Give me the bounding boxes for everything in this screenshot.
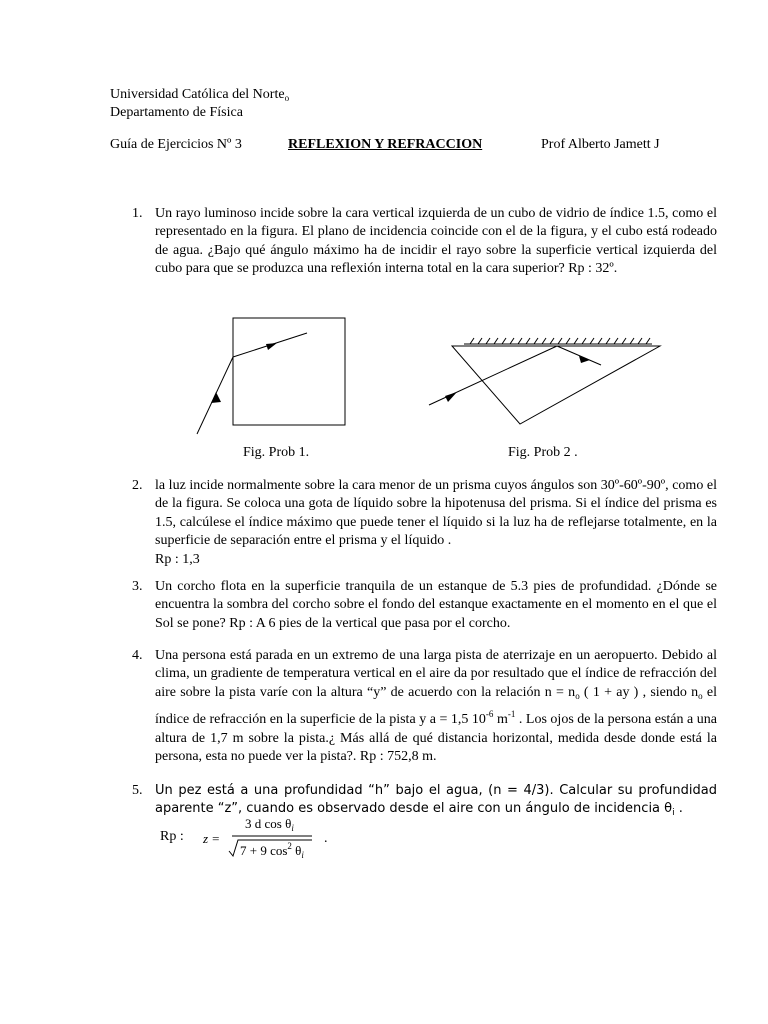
- guide-label: Guía de Ejercicios Nº 3: [110, 137, 242, 152]
- formula-tail: .: [324, 831, 328, 846]
- problem-text: Un corcho flota en la superficie tranquila de un estanque de 5.3 pies de profundidad. ¿Dónde se encuentra la sombra del corcho sobre el fondo del estanque exactamente en el momento en el que el Sol se pone? Rp : A 6 pies de la vertical que pasa por el corcho.: [155, 579, 717, 631]
- superscript: 2: [287, 841, 292, 851]
- text-part: m: [493, 712, 508, 728]
- text-part: ( 1 + ay ) , siendo n: [579, 684, 699, 700]
- text-part: .: [674, 801, 683, 817]
- professor-name: Prof Alberto Jamett J: [541, 137, 660, 152]
- superscript: -6: [485, 709, 494, 720]
- problem-number: 4.: [132, 648, 143, 663]
- subscript-i: i: [301, 850, 304, 860]
- problem-number: 5.: [132, 783, 143, 798]
- topic-title: REFLEXION Y REFRACCION: [288, 137, 483, 152]
- formula-lhs: z =: [203, 831, 221, 846]
- university-text: Universidad Católica del Norte: [110, 87, 285, 102]
- problem-number: 3.: [132, 579, 143, 594]
- subscript-i: i: [672, 808, 675, 819]
- fig1-caption: Fig. Prob 1.: [243, 445, 310, 460]
- problem-answer: Rp : 1,3: [155, 551, 200, 567]
- denominator-tail: θ: [291, 843, 302, 858]
- text-part: el índice de refracción en la superficie de la pista y a = 1,5 10: [155, 684, 717, 728]
- formula-denominator: [240, 841, 304, 860]
- subscript-i: i: [291, 823, 294, 833]
- problem-body: la luz incide normalmente sobre la cara menor de un prisma cuyos ángulos son 30º-60º-90º, como el de la figura. Se coloca una gota de líquido sobre la hipotenusa del prisma. Si el índice del prisma es 1.5, calcúlese el índice máximo que puede tener el líquido si la luz ha de reflejarse totalmente, en la superficie de separación entre el prisma y el líquido .: [155, 478, 717, 549]
- department-name: Departamento de Física: [110, 105, 243, 120]
- problem-number: 2.: [132, 478, 143, 493]
- answer-label: Rp :: [160, 829, 184, 844]
- text-part: Una persona está parada en un extremo de una larga pista de aterrizaje en un aeropuerto. Debido al clima, un gradiente de temperatura vertical en el aire da por resultado que el índice de refracción del aire sobre la pista varíe con la altura “y” de acuerdo con la relación n = n: [155, 648, 717, 700]
- problem-text: Un rayo luminoso incide sobre la cara vertical izquierda de un cubo de vidrio de índice 1.5, como el representado en la figura. El plano de incidencia coincide con el de la figura, y el cubo está rodeado de agua. ¿Bajo qué ángulo máximo ha de incidir el rayo sobre la superficie vertical izquierda del cubo para que se produzca una reflexión interna total en la cara superior? Rp : 32º.: [155, 206, 717, 277]
- subscript-o: o: [698, 690, 703, 701]
- fig2-caption: Fig. Prob 2 .: [508, 445, 578, 460]
- text-part: . Los ojos de la persona están a una altura de 1,7 m sobre la pista.¿ Más allá de qué distancia horizontal, medida desde donde está la persona, esta no puede ver la pista?. Rp : 752,8 m.: [155, 712, 717, 765]
- university-suffix: o: [284, 93, 290, 103]
- problem-number: 1.: [132, 206, 143, 221]
- superscript: -1: [507, 709, 516, 720]
- denominator-text: 7 + 9 cos: [240, 843, 288, 858]
- text-part: Un pez está a una profundidad “h” bajo el agua, (n = 4/3). Calcular su profundidad aparente “z”, cuando es observado desde el aire con un ángulo de incidencia θ: [155, 783, 717, 817]
- subscript-o: o: [575, 690, 580, 701]
- numerator-text: 3 d cos θ: [245, 816, 292, 831]
